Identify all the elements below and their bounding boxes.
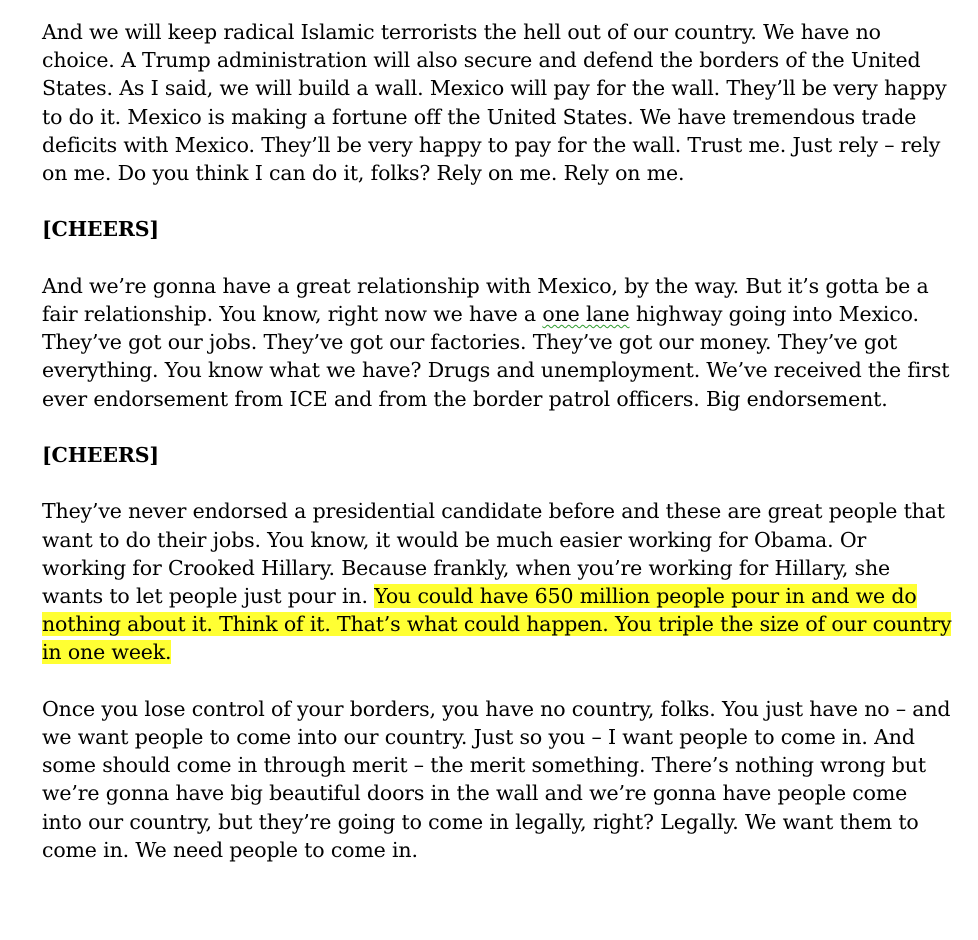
paragraph-2: [42, 272, 952, 413]
cheers-stage-direction-1: [CHEERS]: [42, 217, 159, 242]
paragraph-1: And we will keep radical Islamic terrorists the hell out of our country. We have no choice. A Trump administration will also secure and defend the borders of the United States. As I said, we will build a wall. Mexico will pay for the wall. They’ll be very happy to do it. Mexico is making a fortune off the United States. We have tremendous trade deficits with Mexico. They’ll be very happy to pay for the wall. Trust me. Just rely – rely on me. Do you think I can do it, folks? Rely on me. Rely on me.: [42, 20, 947, 186]
cheers-stage-direction-2: [CHEERS]: [42, 443, 159, 467]
paragraph-3-text: They’ve never endorsed a presidential candidate before and these are great people that want to do their jobs. You know, it would be much easier working for Obama. Or working for Crooked Hillary. Because frankly, when you’re working for Hillary, she wants to let people just pour in.: [42, 499, 945, 608]
document-page: [42, 18, 952, 892]
spellcheck-flagged-word[interactable]: one lane: [542, 302, 630, 326]
paragraph-3: [42, 497, 952, 666]
highlighted-text: You could have 650 million people pour in and we do nothing about it. Think of it. That’s what could happen. You triple the size of our country in one week.: [42, 584, 952, 665]
paragraph-2-text-start: And we’re gonna have a great relationship with Mexico, by the way. But it’s gotta be a fair relationship. You know, right now we have a: [42, 273, 929, 326]
paragraph-4: Once you lose control of your borders, you have no country, folks. You just have no – and we want people to come into our country. Just so you – I want people to come in. And some should come in through merit – the merit something. There’s nothing wrong but we’re gonna have big beautiful doors in the wall and we’re gonna have people come into our country, but they’re going to come in legally, right? Legally. We want them to come in. We need people to come in.: [42, 696, 951, 862]
paragraph-2-text-end: highway going into Mexico. They’ve got our jobs. They’ve got our factories. They’ve got our money. They’ve got everything. You know what we have? Drugs and unemployment. We’ve received the first ever endorsement from ICE and from the border patrol officers. Big endorsement.: [42, 302, 950, 411]
